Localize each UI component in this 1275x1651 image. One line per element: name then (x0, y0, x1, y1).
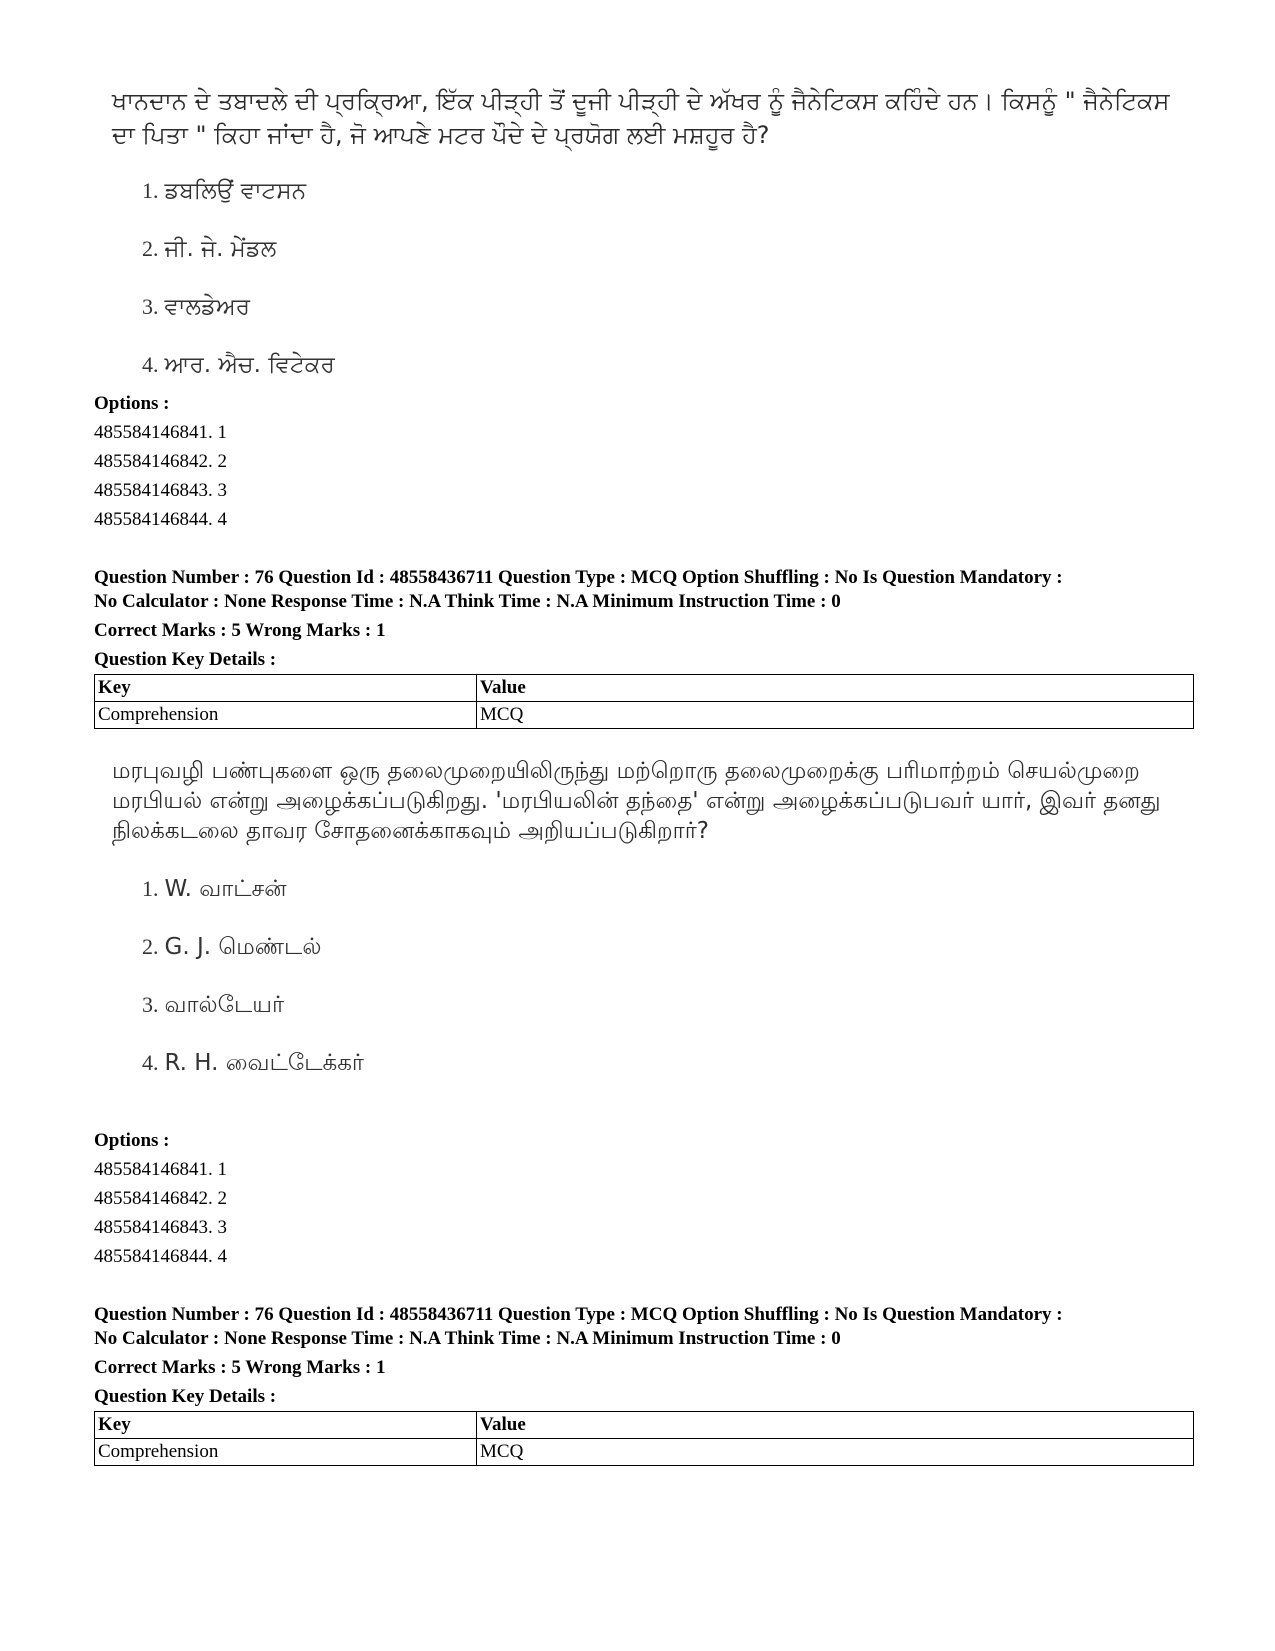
option-line: 485584146844. 4 (94, 1246, 227, 1267)
choice-item (142, 1034, 1192, 1092)
question-text: மரபுவழி பண்புகளை ஒரு தலைமுறையிலிருந்து மற்றொரு தலைமுறைக்கு பரிமாற்றம் செயல்முறை மரபியல் என்று அழைக்கப்படுகிறது. 'மரபியலின் தந்தை' என்று அழைக்கப்படுபவர் யார், இவர் தனது நிலக்கடலை தாவர சோதனைக்காகவும் அறியப்படுகிறார்? (112, 758, 1161, 844)
table-header-cell: Value (477, 675, 1194, 702)
choice-text: ਡਬਲਿਉਂ ਵਾਟਸਨ (164, 178, 307, 204)
key-details-table (94, 1411, 1194, 1466)
choice-item (142, 336, 1192, 394)
option-line: 485584146843. 3 (94, 480, 227, 501)
options-list (94, 1127, 227, 1271)
option-line: 485584146841. 1 (94, 422, 227, 443)
meta-line: No Calculator : None Response Time : N.A Think Time : N.A Minimum Instruction Time : 0 (94, 1328, 841, 1349)
table-header-cell: Key (95, 1412, 477, 1439)
question-meta (94, 1303, 1194, 1409)
choice-item (142, 278, 1192, 336)
choice-number: 1. (142, 876, 159, 901)
table-header-row (95, 675, 1194, 702)
choice-text: ਵਾਲਡੇਅਰ (164, 294, 251, 320)
choice-text: ਜੀ. ਜੇ. ਮੇਂਡਲ (164, 236, 277, 262)
choice-item (142, 220, 1192, 278)
table-header-cell: Key (95, 675, 477, 702)
choice-item (142, 860, 1192, 918)
question-image-tamil (112, 756, 1192, 1092)
table-cell: MCQ (477, 702, 1194, 729)
choice-number: 1. (142, 178, 159, 203)
options-title: Options : (94, 393, 170, 414)
choice-item (142, 918, 1192, 976)
option-line: 485584146842. 2 (94, 451, 227, 472)
key-details-heading: Question Key Details : (94, 1386, 277, 1407)
question-meta (94, 566, 1194, 672)
choice-list (112, 860, 1192, 1092)
options-title: Options : (94, 1130, 170, 1151)
choice-item (142, 162, 1192, 220)
choice-number: 2. (142, 236, 159, 261)
option-line: 485584146844. 4 (94, 509, 227, 530)
option-line: 485584146842. 2 (94, 1188, 227, 1209)
table-row (95, 702, 1194, 729)
choice-number: 3. (142, 992, 159, 1017)
question-text: ਖਾਨਦਾਨ ਦੇ ਤਬਾਦਲੇ ਦੀ ਪ੍ਰਕ੍ਰਿਆ, ਇੱਕ ਪੀੜ੍ਹੀ ਤੋਂ ਦੂਜੀ ਪੀੜ੍ਹੀ ਦੇ ਅੱਖਰ ਨੂੰ ਜੈਨੇਟਿਕਸ ਕਹਿੰਦੇ ਹਨ। ਕਿਸਨੂੰ " ਜੈਨੇਟਿਕਸ ਦਾ ਪਿਤਾ " ਕਿਹਾ ਜਾਂਦਾ ਹੈ, ਜੋ ਆਪਣੇ ਮਟਰ ਪੌਦੇ ਦੇ ਪ੍ਰਯੋਗ ਲਈ ਮਸ਼ਹੂਰ ਹੈ? (112, 87, 1170, 149)
choice-text: W. வாட்சன் (164, 876, 287, 902)
table-cell: MCQ (477, 1439, 1194, 1466)
choice-number: 2. (142, 934, 159, 959)
marks-line: Correct Marks : 5 Wrong Marks : 1 (94, 1357, 386, 1378)
choice-text: ਆਰ. ਐਚ. ਵਿਟੇਕਰ (164, 352, 335, 378)
option-line: 485584146841. 1 (94, 1159, 227, 1180)
table-header-row (95, 1412, 1194, 1439)
table-cell: Comprehension (95, 1439, 477, 1466)
meta-line: Question Number : 76 Question Id : 48558436711 Question Type : MCQ Option Shuffling : No Is Question Mandatory : (94, 567, 1063, 588)
table-row (95, 1439, 1194, 1466)
choice-number: 3. (142, 294, 159, 319)
choice-number: 4. (142, 352, 159, 377)
meta-line: No Calculator : None Response Time : N.A Think Time : N.A Minimum Instruction Time : 0 (94, 591, 841, 612)
choice-text: வால்டேயர் (164, 992, 284, 1018)
choice-text: R. H. வைட்டேக்கர் (164, 1050, 364, 1076)
table-cell: Comprehension (95, 702, 477, 729)
table-header-cell: Value (477, 1412, 1194, 1439)
choice-item (142, 976, 1192, 1034)
meta-line: Question Number : 76 Question Id : 48558436711 Question Type : MCQ Option Shuffling : No Is Question Mandatory : (94, 1304, 1063, 1325)
choice-number: 4. (142, 1050, 159, 1075)
choice-text: G. J. மெண்டல் (164, 934, 322, 960)
options-list (94, 390, 227, 534)
key-details-heading: Question Key Details : (94, 649, 277, 670)
choice-list (112, 162, 1192, 394)
key-details-table (94, 674, 1194, 729)
marks-line: Correct Marks : 5 Wrong Marks : 1 (94, 620, 386, 641)
option-line: 485584146843. 3 (94, 1217, 227, 1238)
question-image-punjabi (112, 84, 1192, 394)
